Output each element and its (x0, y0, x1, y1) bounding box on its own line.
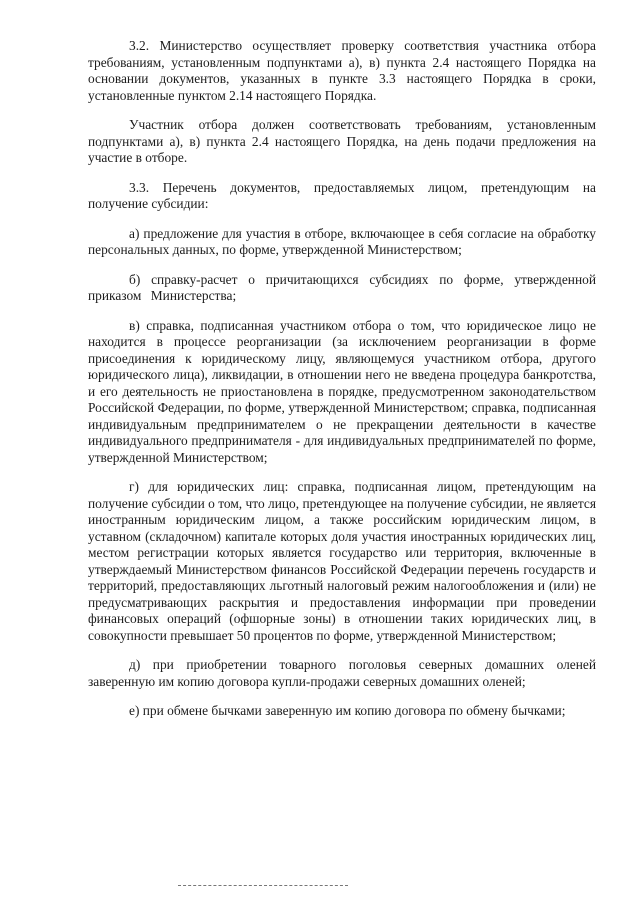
paragraph-participant-requirements: Участник отбора должен соответствовать требованиям, установленным подпунктами а), в) пункта 2.4 настоящего Порядка, на день подачи предложения на участие в отборе. (88, 117, 596, 165)
paragraph-3-2: 3.2. Министерство осуществляет проверку соответствия участника отбора требованиям, установленным подпунктами а), в) пункта 2.4 настоящего Порядка на основании документов, указанных в пункте 3.3 настоящего Порядка в сроки, установленные пунктом 2.14 настоящего Порядка. (88, 38, 596, 103)
list-item-v: в) справка, подписанная участником отбора о том, что юридическое лицо не находится в процессе реорганизации (за исключением реорганизации в форме присоединения к юридическому лицу, являющемуся участником отбора, другого юридического лица), ликвидации, в отношении него не введена процедура банкротства, и его деятельность не приостановлена в порядке, предусмотренном законодательством Российской Федерации, по форме, утвержденной Министерством; справка, подписанная индивидуальным предпринимателем о не прекращении деятельности в качестве индивидуального предпринимателя - для индивидуальных предпринимателей по форме, утвержденной Министерством; (88, 317, 596, 465)
list-item-b: б) справку-расчет о причитающихся субсидиях по форме, утвержденной приказом Министерства; (88, 271, 596, 303)
list-item-e: е) при обмене бычками заверенную им копию договора по обмену бычками; (129, 703, 566, 718)
document-page (88, 38, 596, 733)
list-item-d: д) при приобретении товарного поголовья северных домашних оленей заверенную им копию договора купли-продажи северных домашних оленей; (88, 657, 596, 689)
list-item-g: г) для юридических лиц: справка, подписанная лицом, претендующим на получение субсидии о том, что лицо, претендующее на получение субсидии, не является иностранным юридическим лицом, а также российским юридическим лицом, в уставном (складочном) капитале которых доля участия иностранных юридических лиц, местом регистрации которых является государство или территория, включенные в утверждаемый Министерством финансов Российской Федерации перечень государств и территорий, предоставляющих льготный налоговый режим налогообложения и (или) не предусматривающих раскрытия и предоставления информации при проведении финансовых операций (офшорные зоны) в отношении таких юридических лиц, в совокупности превышает 50 процентов по форме, утвержденной Министерством; (88, 479, 596, 643)
list-item-a: а) предложение для участия в отборе, включающее в себя согласие на обработку персональных данных, по форме, утвержденной Министерством; (88, 225, 596, 257)
paragraph-3-3: 3.3. Перечень документов, предоставляемых лицом, претендующим на получение субсидии: (88, 179, 596, 211)
page-bottom-divider (178, 885, 348, 886)
